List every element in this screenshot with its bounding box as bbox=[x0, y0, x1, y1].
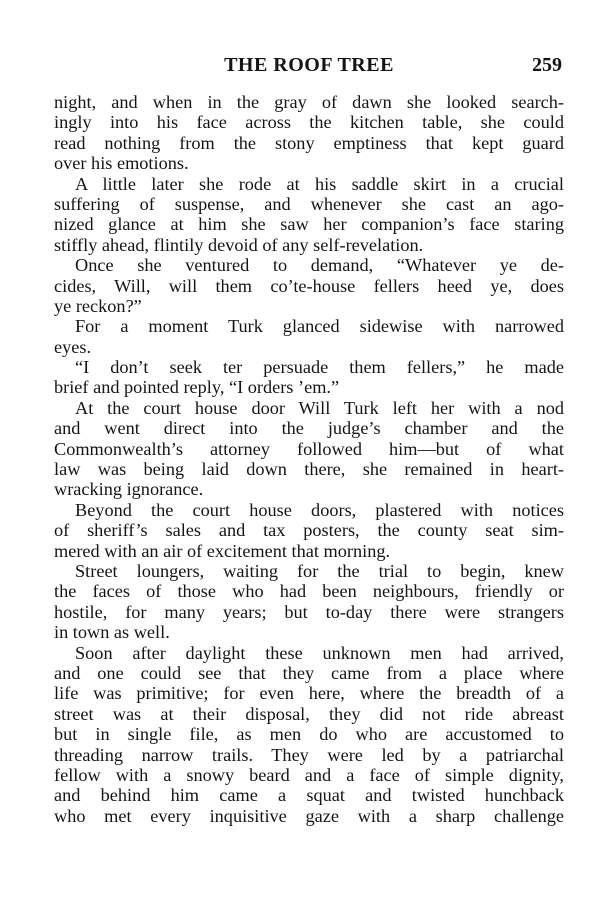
text-line: Beyond the court house doors, plastered with notices bbox=[75, 499, 564, 520]
text-line: Once she ventured to demand, “Whatever ye de- bbox=[75, 255, 564, 276]
text-line: stiffly ahead, flintily devoid of any self-revelation. bbox=[54, 234, 424, 255]
text-line: the faces of those who had been neighbours, friendly or bbox=[54, 581, 564, 602]
text-line: eyes. bbox=[54, 336, 92, 357]
text-line: in town as well. bbox=[54, 622, 170, 643]
running-head bbox=[54, 52, 564, 78]
text-line: of sheriff’s sales and tax posters, the county seat sim- bbox=[54, 520, 564, 541]
text-line: threading narrow trails. They were led by a patriarchal bbox=[54, 744, 564, 765]
text-line: ingly into his face across the kitchen table, she could bbox=[54, 112, 564, 133]
text-line: night, and when in the gray of dawn she looked search- bbox=[54, 92, 564, 112]
text-line: life was primitive; for even here, where the breadth of a bbox=[54, 683, 564, 704]
text-line: suffering of suspense, and whenever she cast an ago- bbox=[54, 193, 564, 214]
text-line: over his emotions. bbox=[54, 153, 189, 174]
text-line: For a moment Turk glanced sidewise with narrowed bbox=[75, 316, 564, 337]
text-line: read nothing from the stony emptiness that kept guard bbox=[54, 132, 564, 153]
text-line: ye reckon?” bbox=[54, 295, 142, 316]
text-line: and one could see that they came from a place where bbox=[54, 662, 564, 683]
text-line: At the court house door Will Turk left her with a nod bbox=[75, 397, 564, 418]
text-line: brief and pointed reply, “I orders ’em.” bbox=[54, 377, 340, 398]
running-title: THE ROOF TREE bbox=[224, 54, 394, 76]
text-line: Soon after daylight these unknown men had arrived, bbox=[75, 642, 564, 663]
text-line: mered with an air of excitement that morning. bbox=[54, 540, 391, 561]
text-line: cides, Will, will them co’te-house fellers heed ye, does bbox=[54, 275, 564, 296]
text-line: and went direct into the judge’s chamber and the bbox=[54, 418, 564, 439]
text-line: but in single file, as men do who are accustomed to bbox=[54, 724, 564, 745]
text-line: fellow with a snowy beard and a face of simple dignity, bbox=[54, 764, 564, 785]
text-line: wracking ignorance. bbox=[54, 479, 204, 500]
book-page bbox=[54, 0, 564, 900]
page-number: 259 bbox=[532, 54, 562, 76]
text-line: nized glance at him she saw her companion’s face staring bbox=[54, 214, 564, 235]
text-line: law was being laid down there, she remained in heart- bbox=[54, 459, 564, 480]
text-line: who met every inquisitive gaze with a sharp challenge bbox=[54, 805, 564, 826]
text-line: “I don’t seek ter persuade them fellers,” he made bbox=[75, 357, 564, 378]
text-line: Street loungers, waiting for the trial to begin, knew bbox=[75, 560, 564, 581]
text-line: A little later she rode at his saddle skirt in a crucial bbox=[75, 173, 564, 194]
text-line: hostile, for many years; but to-day there were strangers bbox=[54, 601, 564, 622]
text-line: Commonwealth’s attorney followed him—but of what bbox=[54, 438, 564, 459]
body-text bbox=[54, 92, 564, 826]
text-line: street was at their disposal, they did not ride abreast bbox=[54, 703, 564, 724]
text-line: and behind him came a squat and twisted hunchback bbox=[54, 785, 564, 806]
